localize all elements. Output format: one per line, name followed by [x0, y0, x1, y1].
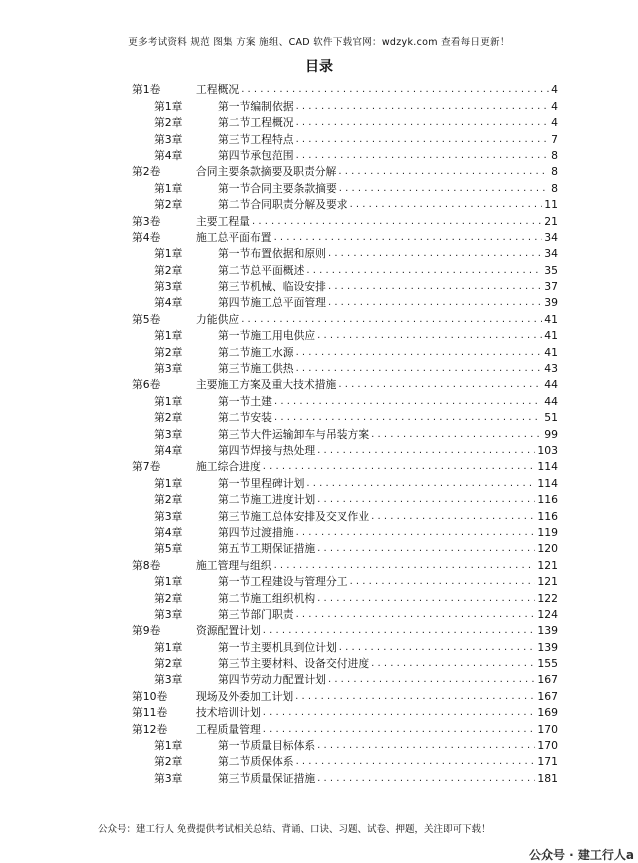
toc-entry-line: [218, 739, 558, 753]
toc-chapter-entry[interactable]: [132, 262, 558, 278]
toc-entry-line: [218, 608, 558, 622]
toc-volume-entry[interactable]: [132, 557, 558, 573]
toc-entry-title: 现场及外委加工计划: [196, 689, 294, 703]
toc-dot-leader: [241, 83, 549, 97]
toc-entry-title: 工程质量管理: [196, 722, 261, 736]
toc-chapter-entry[interactable]: [132, 393, 558, 409]
toc-chapter-entry[interactable]: [132, 475, 558, 491]
toc-entry-title: 第三节施工供热: [218, 362, 294, 376]
toc-entry-title: 第三节大件运输卸车与吊装方案: [218, 427, 370, 441]
toc-entry-line: [218, 510, 558, 524]
toc-dot-leader: [338, 165, 549, 179]
toc-chapter-entry[interactable]: [132, 770, 558, 786]
toc-entry-line: [196, 559, 558, 573]
toc-entry-title: 施工总平面布置: [196, 230, 272, 244]
toc-dot-leader: [317, 739, 535, 753]
toc-chapter-entry[interactable]: [132, 754, 558, 770]
toc-entry-number: 第1章: [154, 640, 183, 654]
toc-dot-leader: [317, 772, 535, 786]
toc-page-number: 167: [537, 673, 558, 687]
toc-dot-leader: [296, 362, 543, 376]
toc-entry-title: 第四节劳动力配置计划: [218, 673, 326, 687]
toc-page-number: 44: [544, 394, 558, 408]
toc-entry-number: 第3章: [154, 132, 183, 146]
toc-entry-number: 第2章: [154, 263, 183, 277]
toc-entry-line: [196, 690, 558, 704]
toc-entry-title: 第四节承包范围: [218, 148, 294, 162]
toc-chapter-entry[interactable]: [132, 525, 558, 541]
toc-page-number: 7: [551, 132, 558, 146]
toc-dot-leader: [371, 428, 542, 442]
toc-entry-line: [218, 657, 558, 671]
toc-entry-line: [218, 444, 558, 458]
toc-entry-title: 第二节安装: [218, 411, 272, 425]
toc-entry-number: 第4卷: [132, 230, 161, 244]
toc-entry-title: 第三节部门职责: [218, 607, 294, 621]
toc-entry-number: 第12卷: [132, 722, 168, 736]
toc-dot-leader: [274, 231, 543, 245]
toc-entry-number: 第2章: [154, 493, 183, 507]
toc-entry-line: [218, 542, 558, 556]
toc-chapter-entry[interactable]: [132, 443, 558, 459]
toc-page-number: 4: [551, 116, 558, 130]
toc-volume-entry[interactable]: [132, 721, 558, 737]
toc-entry-number: 第2章: [154, 116, 183, 130]
toc-entry-line: [218, 247, 558, 261]
toc-entry-title: 第一节主要机具到位计划: [218, 640, 337, 654]
toc-entry-number: 第9卷: [132, 624, 161, 638]
toc-dot-leader: [274, 411, 542, 425]
toc-entry-title: 第二节合同职责分解及要求: [218, 198, 348, 212]
toc-chapter-entry[interactable]: [132, 180, 558, 196]
toc-entry-line: [218, 526, 558, 540]
toc-entry-line: [218, 592, 558, 606]
toc-dot-leader: [274, 559, 536, 573]
toc-entry-number: 第3章: [154, 771, 183, 785]
toc-dot-leader: [317, 329, 542, 343]
toc-entry-line: [218, 395, 558, 409]
toc-entry-number: 第3章: [154, 607, 183, 621]
toc-page-number: 34: [544, 247, 558, 261]
toc-entry-line: [218, 575, 558, 589]
page-header: [0, 34, 638, 48]
table-of-contents: [132, 82, 558, 787]
toc-dot-leader: [317, 444, 535, 458]
toc-page-number: 169: [537, 706, 558, 720]
toc-entry-line: [218, 772, 558, 786]
toc-dot-leader: [339, 641, 536, 655]
toc-dot-leader: [339, 182, 549, 196]
toc-entry-line: [218, 673, 558, 687]
toc-entry-title: 第三节施工总体安排及交叉作业: [218, 509, 370, 523]
toc-dot-leader: [350, 198, 543, 212]
toc-page-number: 37: [544, 280, 558, 294]
toc-chapter-entry[interactable]: [132, 738, 558, 754]
toc-entry-number: 第11卷: [132, 706, 168, 720]
toc-entry-number: 第1章: [154, 575, 183, 589]
toc-dot-leader: [296, 608, 536, 622]
toc-page-number: 103: [537, 443, 558, 457]
toc-entry-title: 第四节施工总平面管理: [218, 296, 326, 310]
toc-page-number: 11: [544, 198, 558, 212]
toc-chapter-entry[interactable]: [132, 246, 558, 262]
toc-page-number: 114: [537, 460, 558, 474]
toc-entry-number: 第1章: [154, 247, 183, 261]
toc-entry-title: 第一节布置依据和原则: [218, 247, 326, 261]
toc-entry-number: 第2章: [154, 591, 183, 605]
toc-page-number: 41: [544, 345, 558, 359]
toc-entry-number: 第1章: [154, 329, 183, 343]
toc-entry-number: 第3章: [154, 673, 183, 687]
toc-dot-leader: [296, 526, 536, 540]
toc-entry-title: 第二节施工进度计划: [218, 493, 316, 507]
toc-entry-title: 第二节工程概况: [218, 116, 294, 130]
toc-dot-leader: [328, 280, 542, 294]
toc-dot-leader: [296, 133, 550, 147]
toc-chapter-entry[interactable]: [132, 148, 558, 164]
toc-volume-entry[interactable]: [132, 623, 558, 639]
toc-entry-line: [218, 428, 558, 442]
toc-page-number: 171: [537, 755, 558, 769]
toc-dot-leader: [338, 378, 542, 392]
toc-entry-title: 第一节合同主要条款摘要: [218, 181, 337, 195]
toc-entry-title: 第一节工程建设与管理分工: [218, 575, 348, 589]
toc-chapter-entry[interactable]: [132, 590, 558, 606]
toc-entry-title: 资源配置计划: [196, 624, 261, 638]
toc-entry-line: [196, 378, 558, 392]
toc-entry-line: [218, 133, 558, 147]
toc-entry-number: 第2章: [154, 345, 183, 359]
toc-entry-line: [196, 231, 558, 245]
toc-chapter-entry[interactable]: [132, 295, 558, 311]
toc-entry-number: 第3章: [154, 280, 183, 294]
toc-page-number: 120: [537, 542, 558, 556]
toc-entry-title: 力能供应: [196, 312, 240, 326]
toc-entry-number: 第10卷: [132, 689, 168, 703]
toc-entry-number: 第4章: [154, 525, 183, 539]
toc-dot-leader: [371, 657, 535, 671]
toc-entry-line: [218, 100, 558, 114]
toc-dot-leader: [263, 706, 536, 720]
toc-chapter-entry[interactable]: [132, 607, 558, 623]
toc-dot-leader: [263, 624, 536, 638]
toc-entry-title: 第二节总平面概述: [218, 263, 305, 277]
toc-entry-line: [218, 149, 558, 163]
toc-volume-entry[interactable]: [132, 688, 558, 704]
toc-page-number: 41: [544, 312, 558, 326]
toc-dot-leader: [296, 100, 550, 114]
toc-volume-entry[interactable]: [132, 377, 558, 393]
toc-dot-leader: [317, 542, 535, 556]
toc-dot-leader: [263, 723, 536, 737]
toc-entry-line: [196, 215, 558, 229]
toc-page-number: 139: [537, 624, 558, 638]
toc-chapter-entry[interactable]: [132, 574, 558, 590]
toc-page-number: 43: [544, 362, 558, 376]
toc-entry-title: 第二节施工水源: [218, 345, 294, 359]
toc-entry-line: [196, 165, 558, 179]
toc-page-number: 44: [544, 378, 558, 392]
toc-dot-leader: [296, 116, 550, 130]
toc-dot-leader: [296, 149, 550, 163]
toc-chapter-entry[interactable]: [132, 279, 558, 295]
toc-dot-leader: [317, 592, 535, 606]
toc-entry-number: 第2卷: [132, 165, 161, 179]
toc-page-number: 4: [551, 99, 558, 113]
toc-entry-number: 第1章: [154, 394, 183, 408]
toc-entry-title: 第一节编制依据: [218, 99, 294, 113]
toc-entry-number: 第3章: [154, 509, 183, 523]
toc-entry-number: 第5卷: [132, 312, 161, 326]
toc-page-number: 34: [544, 230, 558, 244]
toc-volume-entry[interactable]: [132, 311, 558, 327]
toc-page-number: 181: [537, 771, 558, 785]
toc-chapter-entry[interactable]: [132, 115, 558, 131]
toc-dot-leader: [350, 575, 536, 589]
watermark: 公众号 · 建工行人a: [528, 848, 634, 862]
toc-entry-title: 第三节质量保证措施: [218, 771, 316, 785]
toc-chapter-entry[interactable]: [132, 656, 558, 672]
toc-page-number: 8: [551, 165, 558, 179]
toc-volume-entry[interactable]: [132, 230, 558, 246]
toc-entry-title: 第三节工程特点: [218, 132, 294, 146]
toc-dot-leader: [263, 460, 536, 474]
toc-dot-leader: [317, 493, 535, 507]
toc-volume-entry[interactable]: [132, 82, 558, 98]
toc-entry-title: 技术培训计划: [196, 706, 261, 720]
toc-entry-number: 第5章: [154, 542, 183, 556]
toc-page-number: 121: [537, 575, 558, 589]
toc-entry-number: 第3章: [154, 427, 183, 441]
toc-chapter-entry[interactable]: [132, 426, 558, 442]
toc-dot-leader: [328, 296, 542, 310]
toc-page-number: 122: [537, 591, 558, 605]
toc-entry-line: [218, 493, 558, 507]
toc-entry-number: 第2章: [154, 198, 183, 212]
toc-dot-leader: [241, 313, 542, 327]
toc-entry-title: 合同主要条款摘要及职责分解: [196, 165, 337, 179]
toc-entry-number: 第6卷: [132, 378, 161, 392]
toc-entry-number: 第8卷: [132, 558, 161, 572]
toc-page-number: 35: [544, 263, 558, 277]
toc-page-number: 51: [544, 411, 558, 425]
toc-entry-title: 第三节主要材料、设备交付进度: [218, 657, 370, 671]
toc-chapter-entry[interactable]: [132, 361, 558, 377]
toc-page-number: 167: [537, 689, 558, 703]
toc-entry-line: [218, 198, 558, 212]
toc-entry-number: 第4章: [154, 148, 183, 162]
toc-entry-line: [196, 723, 558, 737]
toc-page-number: 8: [551, 148, 558, 162]
toc-entry-number: 第3章: [154, 362, 183, 376]
toc-entry-line: [218, 411, 558, 425]
toc-entry-number: 第4章: [154, 296, 183, 310]
toc-chapter-entry[interactable]: [132, 492, 558, 508]
toc-entry-title: 第二节施工组织机构: [218, 591, 316, 605]
toc-entry-number: 第3卷: [132, 214, 161, 228]
toc-entry-line: [218, 329, 558, 343]
toc-chapter-entry[interactable]: [132, 410, 558, 426]
toc-entry-title: 第四节过渡措施: [218, 525, 294, 539]
toc-chapter-entry[interactable]: [132, 672, 558, 688]
toc-entry-title: 第一节里程碑计划: [218, 476, 305, 490]
toc-entry-line: [218, 346, 558, 360]
toc-page-number: 41: [544, 329, 558, 343]
toc-chapter-entry[interactable]: [132, 131, 558, 147]
toc-dot-leader: [296, 755, 536, 769]
toc-dot-leader: [328, 673, 535, 687]
toc-chapter-entry[interactable]: [132, 98, 558, 114]
toc-page-number: 155: [537, 657, 558, 671]
toc-entry-line: [196, 313, 558, 327]
toc-chapter-entry[interactable]: [132, 508, 558, 524]
toc-entry-number: 第1章: [154, 99, 183, 113]
toc-entry-line: [218, 280, 558, 294]
toc-entry-line: [196, 83, 558, 97]
toc-dot-leader: [328, 247, 542, 261]
toc-entry-line: [218, 296, 558, 310]
toc-entry-number: 第1卷: [132, 83, 161, 97]
toc-entry-title: 主要工程量: [196, 214, 250, 228]
toc-dot-leader: [295, 690, 535, 704]
toc-entry-number: 第2章: [154, 657, 183, 671]
toc-volume-entry[interactable]: [132, 705, 558, 721]
toc-entry-title: 第三节机械、临设安排: [218, 280, 326, 294]
toc-dot-leader: [252, 215, 542, 229]
page-footer: 公众号：建工行人 免费提供考试相关总结、背诵、口诀、习题、试卷、押题，关注即可下载！: [98, 824, 491, 835]
toc-page-number: 99: [544, 427, 558, 441]
toc-dot-leader: [371, 510, 535, 524]
toc-entry-line: [218, 116, 558, 130]
toc-page-number: 139: [537, 640, 558, 654]
toc-entry-number: 第1章: [154, 739, 183, 753]
toc-page-number: 170: [537, 739, 558, 753]
toc-entry-number: 第1章: [154, 181, 183, 195]
toc-page-number: 116: [537, 493, 558, 507]
toc-entry-line: [218, 264, 558, 278]
header-text: 更多考试资料 规范 图集 方案 施组、CAD 软件下载官网：wdzyk.com 查看每日更新！: [128, 37, 510, 48]
toc-page-number: 21: [544, 214, 558, 228]
toc-entry-title: 第一节质量目标体系: [218, 739, 316, 753]
toc-page-number: 124: [537, 607, 558, 621]
toc-entry-number: 第7卷: [132, 460, 161, 474]
toc-volume-entry[interactable]: [132, 459, 558, 475]
toc-entry-line: [218, 477, 558, 491]
toc-page-number: 39: [544, 296, 558, 310]
toc-entry-number: 第2章: [154, 755, 183, 769]
toc-entry-title: 施工管理与组织: [196, 558, 272, 572]
toc-entry-line: [218, 182, 558, 196]
toc-entry-number: 第4章: [154, 443, 183, 457]
toc-page-number: 119: [537, 525, 558, 539]
toc-dot-leader: [306, 264, 542, 278]
toc-dot-leader: [296, 346, 543, 360]
toc-entry-line: [218, 362, 558, 376]
toc-entry-line: [218, 755, 558, 769]
toc-entry-title: 第一节施工用电供应: [218, 329, 316, 343]
toc-entry-number: 第1章: [154, 476, 183, 490]
toc-page-number: 8: [551, 181, 558, 195]
toc-entry-title: 工程概况: [196, 83, 240, 97]
toc-entry-line: [196, 460, 558, 474]
toc-entry-line: [196, 624, 558, 638]
toc-chapter-entry[interactable]: [132, 328, 558, 344]
toc-page-number: 116: [537, 509, 558, 523]
toc-page-number: 114: [537, 476, 558, 490]
toc-entry-title: 施工综合进度: [196, 460, 261, 474]
page-title: 目录: [305, 59, 333, 75]
toc-chapter-entry[interactable]: [132, 197, 558, 213]
toc-volume-entry[interactable]: [132, 213, 558, 229]
toc-page-number: 170: [537, 722, 558, 736]
toc-entry-line: [218, 641, 558, 655]
toc-entry-title: 第四节焊接与热处理: [218, 443, 316, 457]
toc-chapter-entry[interactable]: [132, 541, 558, 557]
toc-entry-number: 第2章: [154, 411, 183, 425]
toc-dot-leader: [274, 395, 542, 409]
toc-entry-line: [196, 706, 558, 720]
toc-dot-leader: [306, 477, 535, 491]
toc-entry-title: 第五节工期保证措施: [218, 542, 316, 556]
toc-chapter-entry[interactable]: [132, 639, 558, 655]
toc-page-number: 121: [537, 558, 558, 572]
toc-chapter-entry[interactable]: [132, 344, 558, 360]
toc-entry-title: 第一节土建: [218, 394, 272, 408]
toc-entry-title: 主要施工方案及重大技术措施: [196, 378, 337, 392]
toc-volume-entry[interactable]: [132, 164, 558, 180]
toc-page-number: 4: [551, 83, 558, 97]
toc-entry-title: 第二节质保体系: [218, 755, 294, 769]
